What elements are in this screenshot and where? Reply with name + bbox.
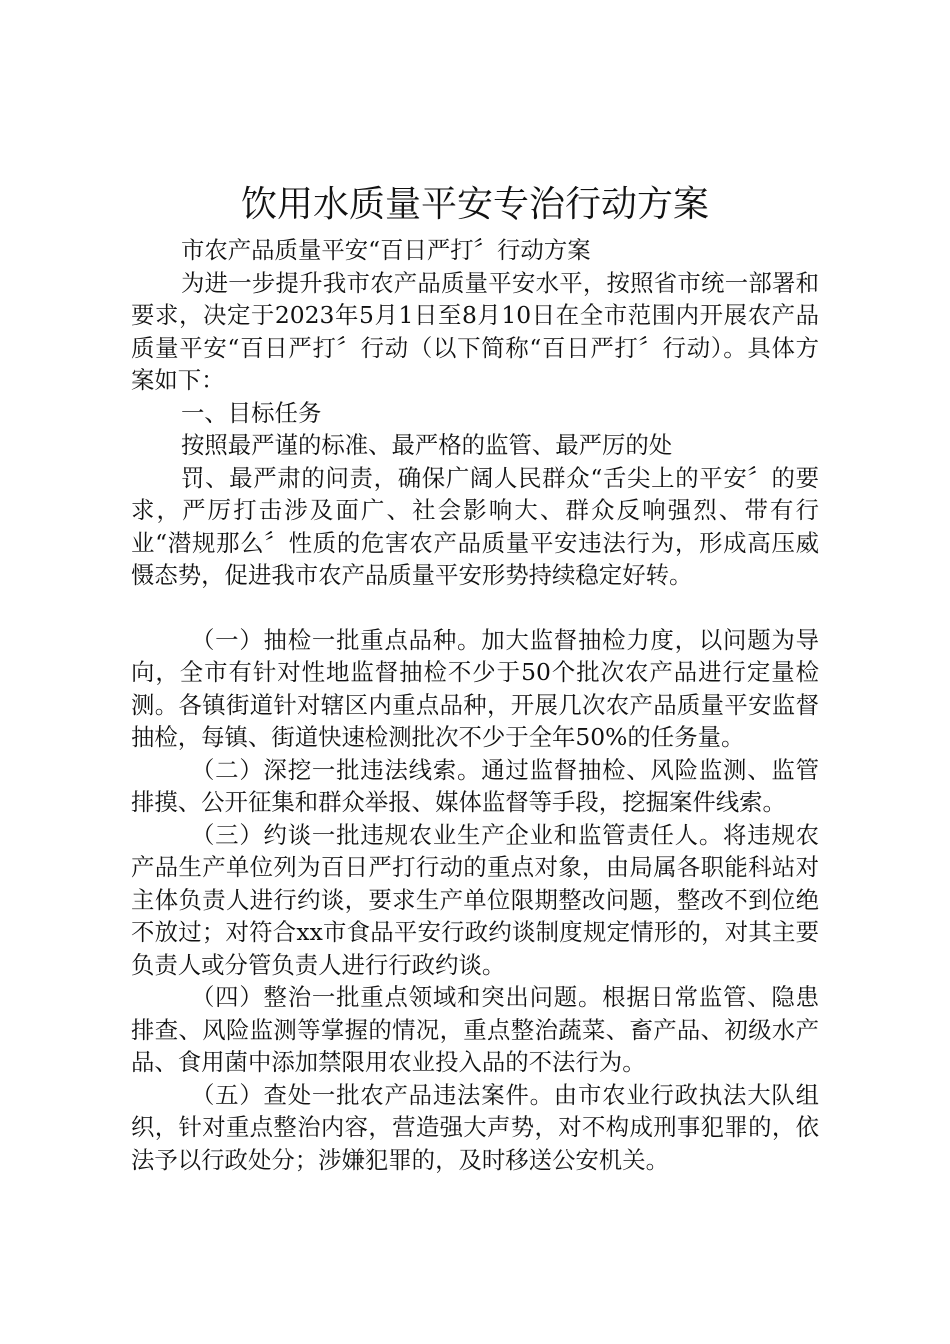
paragraph-task-1: （一）抽检一批重点品种。加大监督抽检力度，以问题为导向，全市有针对性地监督抽检不少于50个批次农产品进行定量检测。各镇街道针对辖区内重点品种，开展几次农产品质量平安监督抽检，每镇、街道快速检测批次不少于全年50%的任务量。 xyxy=(131,625,819,751)
section-heading-goals: 一、目标任务 xyxy=(181,398,322,427)
paragraph-intro: 为进一步提升我市农产品质量平安水平，按照省市统一部署和要求，决定于2023年5月1日至8月10日在全市范围内开展农产品质量平安“百日严打〞行动（以下简称“百日严打〞行动）。具体方案如下： xyxy=(131,268,819,394)
paragraph-task-2: （二）深挖一批违法线索。通过监督抽检、风险监测、监管排摸、公开征集和群众举报、媒体监督等手段，挖掘案件线索。 xyxy=(131,755,819,816)
paragraph-goals-body: 罚、最严肃的问责，确保广阔人民群众“舌尖上的平安〞的要求，严厉打击涉及面广、社会影响大、群众反响强烈、带有行业“潜规那么〞性质的危害农产品质量平安违法行为，形成高压威慑态势，促进我市农产品质量平安形势持续稳定好转。 xyxy=(131,463,819,589)
paragraph-task-3: （三）约谈一批违规农业生产企业和监管责任人。将违规农产品生产单位列为百日严打行动的重点对象，由局属各职能科站对主体负责人进行约谈，要求生产单位限期整改问题，整改不到位绝不放过；对符合xx市食品平安行政约谈制度规定情形的，对其主要负责人或分管负责人进行行政约谈。 xyxy=(131,820,819,979)
paragraph-task-5: （五）查处一批农产品违法案件。由市农业行政执法大队组织，针对重点整治内容，营造强大声势，对不构成刑事犯罪的，依法予以行政处分；涉嫌犯罪的，及时移送公安机关。 xyxy=(131,1080,819,1174)
paragraph-task-4: （四）整治一批重点领域和突出问题。根据日常监管、隐患排查、风险监测等掌握的情况，重点整治蔬菜、畜产品、初级水产品、食用菌中添加禁限用农业投入品的不法行为。 xyxy=(131,983,819,1076)
document-body xyxy=(131,234,819,1176)
paragraph-subtitle: 市农产品质量平安“百日严打〞行动方案 xyxy=(181,236,591,264)
paragraph-goals-line: 按照最严谨的标准、最严格的监管、最严厉的处 xyxy=(181,431,673,459)
document-title: 饮用水质量平安专治行动方案 xyxy=(240,184,709,225)
